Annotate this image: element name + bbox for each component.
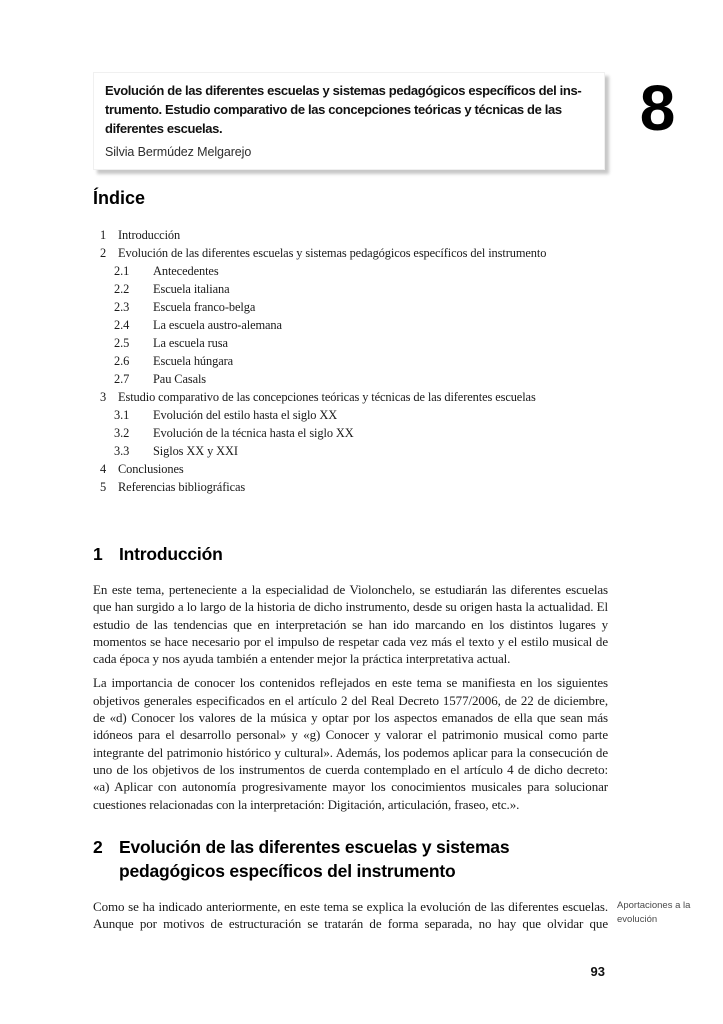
section-number: 1 bbox=[93, 544, 103, 564]
paragraph: Como se ha indicado anteriormente, en este tema se explica la evolución de las diferentes escuelas. Aunque por motivos de estructuración se tratarán de forma separada, no hay que olvidar que Aportaciones a la evolución bbox=[93, 898, 608, 933]
toc-heading: Índice bbox=[93, 188, 146, 208]
toc-item-label: Evolución de las diferentes escuelas y sistemas pedagógicos específicos del instrumento bbox=[118, 246, 547, 260]
toc-item-label: Pau Casals bbox=[153, 372, 207, 386]
toc-item-3-1 bbox=[93, 406, 608, 424]
paragraph: En este tema, perteneciente a la especialidad de Violonchelo, se estudiarán las diferentes escuelas que han surgido a lo largo de la historia de dicho instrumento, desde su origen hasta la actualidad. El estudio de las tendencias que en interpretación se han ido marcando en los distintos lugares y momentos se hace necesario por el impulso de respetar cada vez más el texto y el estilo musical de cada época y nos ayuda también a entender mejor la práctica interpretativa actual. bbox=[93, 582, 608, 667]
toc-item-label: Referencias bibliográficas bbox=[118, 480, 246, 494]
toc-item-number: 3.2 bbox=[114, 426, 130, 440]
section-title: Introducción bbox=[119, 544, 223, 564]
toc-item-label: La escuela rusa bbox=[153, 336, 228, 350]
toc-item-number: 3.3 bbox=[114, 444, 130, 458]
toc-item-2-6 bbox=[93, 352, 608, 370]
section-number: 2 bbox=[93, 836, 103, 857]
table-of-contents bbox=[93, 187, 608, 496]
toc-item-label: Escuela húngara bbox=[153, 354, 234, 368]
toc-item-2-4 bbox=[93, 316, 608, 334]
toc-item-label: Escuela franco-belga bbox=[153, 300, 256, 314]
toc-item-label: Escuela italiana bbox=[153, 282, 230, 296]
toc-item-label: Estudio comparativo de las concepciones teóricas y técnicas de las diferentes escuelas bbox=[118, 390, 536, 404]
toc-item-number: 5 bbox=[100, 480, 107, 494]
toc-item-4 bbox=[93, 460, 608, 478]
chapter-number: 8 bbox=[639, 72, 675, 144]
toc-item-number: 2.4 bbox=[114, 318, 130, 332]
toc-item-label: La escuela austro-alemana bbox=[153, 318, 282, 332]
toc-item-label: Siglos XX y XXI bbox=[153, 444, 238, 458]
margin-note: Aportaciones a la evolución bbox=[617, 899, 691, 926]
toc-item-number: 3.1 bbox=[114, 408, 130, 422]
chapter-author: Silvia Bermúdez Melgarejo bbox=[105, 145, 252, 159]
toc-item-label: Introducción bbox=[118, 228, 181, 242]
toc-item-number: 2.7 bbox=[114, 372, 130, 386]
section-heading bbox=[93, 542, 608, 566]
toc-item-2-2 bbox=[93, 280, 608, 298]
toc-item-2-5 bbox=[93, 334, 608, 352]
toc-item-number: 2.2 bbox=[114, 282, 130, 296]
toc-item-2 bbox=[93, 244, 608, 262]
toc-item-number: 2.1 bbox=[114, 264, 130, 278]
toc-item-number: 2.5 bbox=[114, 336, 130, 350]
toc-item-2-7 bbox=[93, 370, 608, 388]
section-heading bbox=[93, 835, 608, 883]
toc-item-label: Conclusiones bbox=[118, 462, 184, 476]
toc-item-label: Evolución del estilo hasta el siglo XX bbox=[153, 408, 338, 422]
toc-item-number: 4 bbox=[100, 462, 107, 476]
toc-item-number: 3 bbox=[100, 390, 107, 404]
toc-item-1 bbox=[93, 226, 608, 244]
toc-item-3-3 bbox=[93, 442, 608, 460]
chapter-title-line: Evolución de las diferentes escuelas y sistemas pedagógicos específicos del ins- bbox=[105, 83, 582, 98]
chapter-title-line: diferentes escuelas. bbox=[105, 121, 223, 136]
toc-list bbox=[93, 226, 608, 496]
toc-item-label: Antecedentes bbox=[153, 264, 219, 278]
toc-item-2-1 bbox=[93, 262, 608, 280]
toc-item-number: 2.6 bbox=[114, 354, 130, 368]
toc-item-3 bbox=[93, 388, 608, 406]
chapter-title bbox=[105, 81, 593, 138]
paragraph: La importancia de conocer los contenidos reflejados en este tema se manifiesta en los siguientes objetivos generales especificados en el artículo 2 del Real Decreto 1577/2006, de 22 de diciembre, de «d) Conocer los valores de la música y optar por los aspectos emanados de ella que sean más idóneos para el desarrollo personal» y «g) Conocer y valorar el patrimonio musical como parte integrante del patrimonio histórico y cultural». Además, los podemos aplicar para la consecución de uno de los objetivos de los instrumentos de cuerda contemplado en el artículo 4 de dicho decreto: «a) Aplicar con autonomía progresivamente mayor los conocimientos musicales para solucionar cuestiones relacionadas con la interpretación: Digitación, articulación, fraseo, etc.». bbox=[93, 675, 608, 812]
chapter-title-line: trumento. Estudio comparativo de las concepciones teóricas y técnicas de las bbox=[105, 102, 562, 117]
section-title: Evolución de las diferentes escuelas y sistemas pedagógicos específicos del instrumento bbox=[119, 836, 510, 881]
page-number: 93 bbox=[590, 964, 605, 979]
toc-item-3-2 bbox=[93, 424, 608, 442]
toc-item-5 bbox=[93, 478, 608, 496]
toc-item-number: 1 bbox=[100, 228, 107, 242]
body-content bbox=[93, 542, 691, 932]
toc-item-label: Evolución de la técnica hasta el siglo XX bbox=[153, 426, 354, 440]
toc-item-number: 2 bbox=[100, 246, 107, 260]
toc-item-2-3 bbox=[93, 298, 608, 316]
section-1 bbox=[93, 542, 608, 813]
section-2 bbox=[93, 835, 691, 933]
chapter-title-box bbox=[93, 72, 605, 170]
toc-item-number: 2.3 bbox=[114, 300, 130, 314]
